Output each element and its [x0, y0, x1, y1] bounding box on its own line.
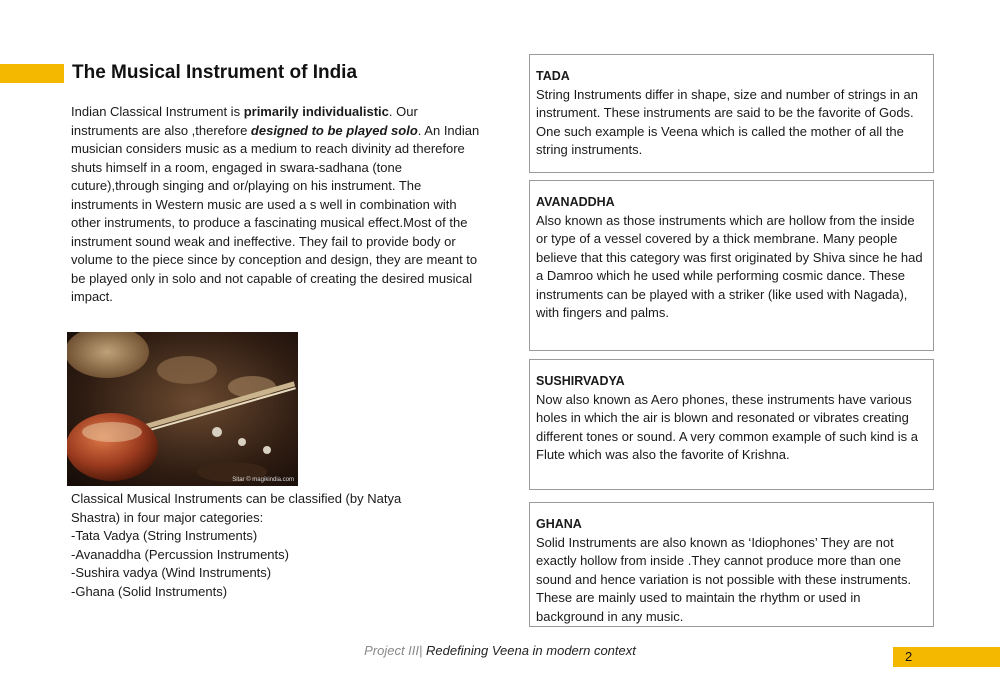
- card-body: Also known as those instruments which are hollow from the inside or type of a vessel covered by a thick membrane. Many people believe that this category was first originated by Shiva since he had a Damroo which he used while performing cosmic dance. These instruments can be played with a striker (like used with Nagada), with fingers and palms.: [536, 212, 923, 320]
- classification-item: -Sushira vadya (Wind Instruments): [71, 565, 272, 580]
- card-sushirvadya: [529, 359, 934, 490]
- page-title: The Musical Instrument of India: [72, 62, 358, 83]
- card-body: String Instruments differ in shape, size and number of strings in an instrument. These instruments are said to be the favorite of Gods. One such example is Veena which is called the mother of all the string instruments.: [536, 86, 919, 157]
- card-tada: [529, 54, 934, 173]
- card-ghana: [529, 502, 934, 627]
- sitar-photo: [67, 332, 298, 486]
- intro-paragraph: Indian Classical Instrument is primarily individualistic. Our instruments are also ,therefore designed to be played solo. An Indian musician considers music as a medium to reach divinity ad therefore shuts himself in a room, engaged in swara-sadhana (tone cuture),through singing and or/playing on his instrument. The instruments in Western music are used a s well in combination with other instruments, to produce a fascinating musical effect.Most of the instrument sound weak and ineffective. They fail to provide body or volume to the piece since by conception and design, they are meant to be played only in solo and not capable of creating the desired musical impact.: [71, 104, 480, 304]
- page-number-bar: [893, 647, 1000, 667]
- title-accent-bar: [0, 64, 64, 83]
- classification-item: -Avanaddha (Percussion Instruments): [71, 546, 289, 562]
- card-heading: GHANA: [536, 517, 582, 531]
- footer-project: Project III: [364, 643, 420, 658]
- classification-block: [71, 490, 491, 601]
- card-heading: TADA: [536, 69, 570, 83]
- footer-title: Redefining Veena in modern context: [426, 643, 636, 658]
- page-number: 2: [905, 649, 913, 664]
- card-body: Solid Instruments are also known as ‘Idiophones’ They are not exactly hollow from inside .They cannot produce more than one sound and hence variation is not possible with these instruments. These are mainly used to maintain the rhythm or used in background in any music.: [536, 534, 912, 624]
- intro-emphasis-solo: designed to be played solo: [250, 122, 418, 138]
- card-heading: SUSHIRVADYA: [536, 374, 625, 388]
- footer-separator: |: [419, 643, 423, 658]
- classification-item: -Tata Vadya (String Instruments): [71, 528, 258, 543]
- classification-item: -Ghana (Solid Instruments): [71, 583, 228, 599]
- classification-intro: Classical Musical Instruments can be classified (by Natya: [71, 491, 402, 506]
- card-body: Now also known as Aero phones, these instruments have various holes in which the air is blown and resonated or vibrates creating different tones or sound. A very common example of such kind is a Flute which was also the favorite of Krishna.: [536, 391, 919, 462]
- intro-emphasis-individualistic: primarily individualistic: [243, 104, 389, 119]
- sitar-illustration: [67, 332, 298, 486]
- classification-intro: Shastra) in four major categories:: [71, 509, 264, 525]
- card-avanaddha: [529, 180, 934, 351]
- card-heading: AVANADDHA: [536, 195, 615, 209]
- photo-credit: Sitar © magikindia.com: [232, 477, 294, 483]
- footer: [0, 643, 1000, 658]
